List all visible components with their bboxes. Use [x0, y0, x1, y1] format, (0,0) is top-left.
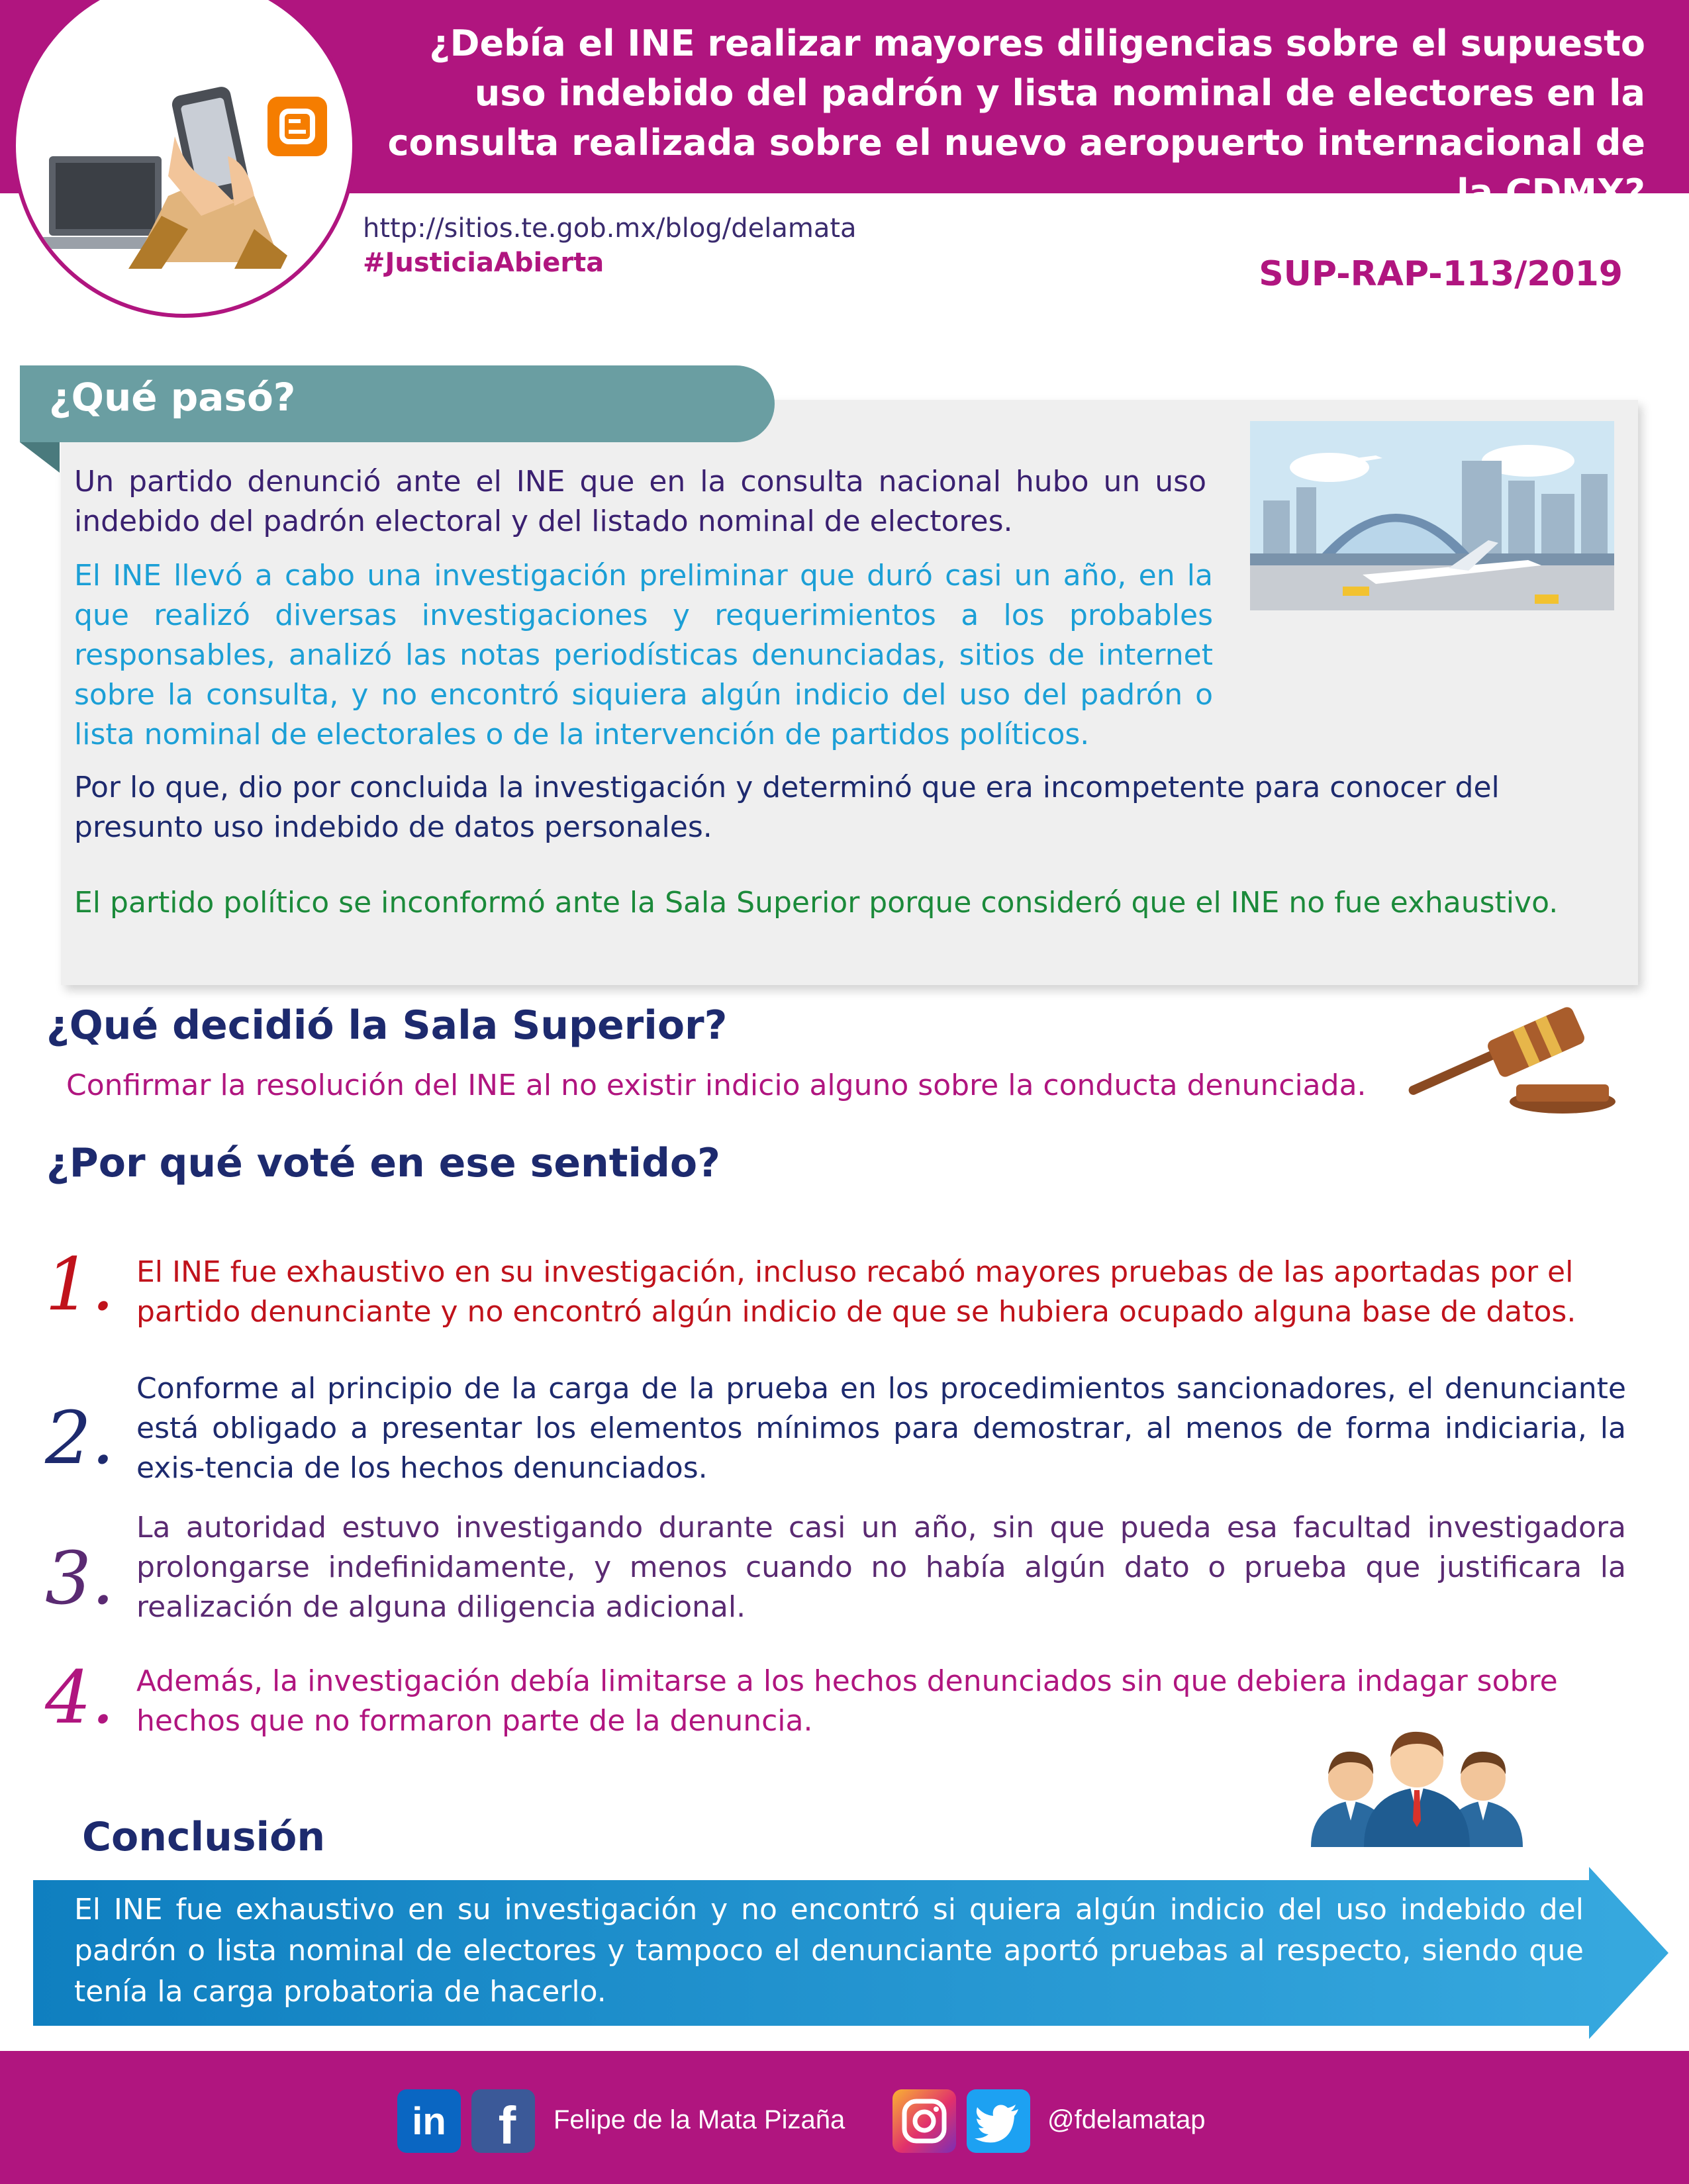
instagram-icon[interactable] [893, 2089, 956, 2153]
what-happened-paragraph-2: El INE llevó a cabo una investigación preliminar que duró casi un año, en la que realizó diversas investigaciones y requerimientos a los probables responsables, analizó las notas periodísticas denunciadas, sitios de internet sobre la consulta, y no encontró siquiera algún indicio del uso del padrón o lista nominal de electorales o de la intervención de partidos políticos. [74, 559, 1213, 751]
blog-link[interactable]: http://sitios.te.gob.mx/blog/delamata [363, 213, 857, 244]
author-name: Felipe de la Mata Pizaña [554, 2105, 845, 2134]
blogger-icon [267, 97, 327, 156]
people-icon [1304, 1721, 1529, 1847]
reason-number: 2. [45, 1396, 115, 1480]
what-happened-heading: ¿Qué pasó? [49, 375, 296, 420]
reason-text: Conforme al principio de la carga de la prueba en los procedimientos sancionadores, el denunciante está obligado a presentar los elementos mínimos para demostrar, al menos de forma indiciaria, la exis-tencia de los hechos denunciados. [136, 1372, 1626, 1485]
reasons-heading: ¿Por qué voté en ese sentido? [46, 1140, 720, 1186]
airport-illustration [1250, 421, 1614, 610]
conclusion-heading: Conclusión [82, 1814, 326, 1860]
facebook-icon[interactable] [471, 2089, 535, 2153]
reason-number: 1. [45, 1242, 115, 1327]
decision-text: Confirmar la resolución del INE al no existir indicio alguno sobre la conducta denunciada. [66, 1068, 1367, 1102]
what-happened-paragraph-4: El partido político se inconformó ante la Sala Superior porque consideró que el INE no fue exhaustivo. [74, 886, 1559, 920]
reason-number: 4. [45, 1655, 115, 1740]
case-number: SUP-RAP-113/2019 [1259, 254, 1623, 294]
reason-text: Además, la investigación debía limitarse a los hechos denunciados sin que debiera indagar sobre hechos que no formaron parte de la denuncia. [136, 1664, 1558, 1738]
devices-illustration [16, 0, 352, 314]
social-handle[interactable]: @fdelamatap [1047, 2105, 1206, 2134]
svg-text:in: in [412, 2100, 446, 2143]
decision-heading: ¿Qué decidió la Sala Superior? [46, 1002, 728, 1049]
twitter-icon[interactable] [967, 2089, 1030, 2153]
reason-text: El INE fue exhaustivo en su investigación, incluso recabó mayores pruebas de las aportadas por el partido denunciante y no encontró algún indicio de que se hubiera ocupado alguna base de datos. [136, 1255, 1576, 1329]
svg-text:f: f [498, 2096, 516, 2153]
linkedin-icon[interactable] [397, 2089, 461, 2153]
header-illustration [12, 0, 356, 318]
conclusion-text: El INE fue exhaustivo en su investigación y no encontró si quiera algún indicio del uso indebido del padrón o lista nominal de electores y tampoco el denunciante aportó pruebas al respecto, siendo que tenía la carga probatoria de hacerlo. [74, 1893, 1584, 2009]
reason-text: La autoridad estuvo investigando durante casi un año, sin que pueda esa facultad investigadora prolongarse indefinidamente, y menos cuando no había algún dato o prueba que justificara la realización de alguna diligencia adicional. [136, 1511, 1626, 1624]
what-happened-paragraph-1: Un partido denunció ante el INE que en la consulta nacional hubo un uso indebido del padrón electoral y del listado nominal de electores. [74, 465, 1206, 538]
tab-fold [20, 442, 60, 473]
what-happened-paragraph-3: Por lo que, dio por concluida la investigación y determinó que era incompetente para conocer del presunto uso indebido de datos personales. [74, 771, 1500, 844]
page-title: ¿Debía el INE realizar mayores diligencias sobre el supuesto uso indebido del padrón y lista nominal de electores en la consulta realizada sobre el nuevo aeropuerto internacional de la CDMX? [387, 23, 1645, 213]
reason-number: 3. [45, 1536, 115, 1621]
gavel-icon [1390, 1002, 1629, 1119]
hashtag[interactable]: #JusticiaAbierta [363, 248, 604, 278]
